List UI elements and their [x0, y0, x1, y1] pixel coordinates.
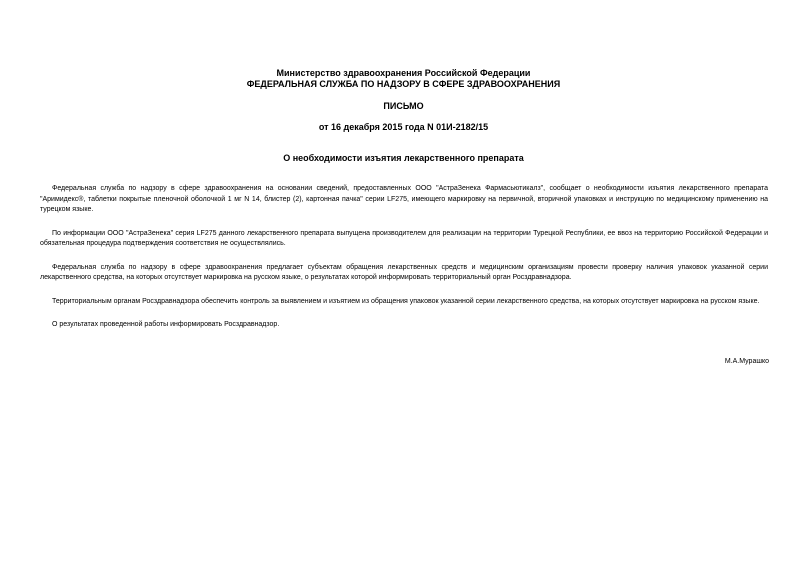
- service-name: ФЕДЕРАЛЬНАЯ СЛУЖБА ПО НАДЗОРУ В СФЕРЕ ЗДРАВООХРАНЕНИЯ: [246, 79, 561, 89]
- document-type: ПИСЬМО: [383, 101, 424, 111]
- document-header: [0, 68, 807, 90]
- ministry-name: Министерство здравоохранения Российской Федерации: [276, 68, 531, 78]
- paragraph-control-order: Территориальным органам Росздравнадзора обеспечить контроль за выявлением и изъятием из обращения упаковок указанной серии лекарственного средства, на которых отсутствует маркировка на русском языке.: [52, 297, 760, 305]
- document-body: [40, 184, 768, 344]
- paragraph-series-info: По информации ООО "АстраЗенека" серия LF275 данного лекарственного препарата выпущена производителем для реализации на территории Турецкой Республики, ее ввоз на территорию Российской Федерации и обязательная процедура подтверждения соответствия не осуществлялись.: [40, 229, 768, 247]
- document-subject: О необходимости изъятия лекарственного препарата: [283, 153, 524, 163]
- paragraph-recall-notice: Федеральная служба по надзору в сфере здравоохранения на основании сведений, предоставленных ООО "АстраЗенека Фармасьютикалз", сообщает о необходимости изъятия лекарственного препарата "Аримидекс®, таблетки покрытые пленочной оболочкой 1 мг N 14, блистер (2), картонная пачка" серии LF275, имеющего маркировку на первичной, вторичной упаковках и инструкцию по медицинскому применению на турецком языке.: [40, 185, 768, 213]
- document-date-number: от 16 декабря 2015 года N 01И-2182/15: [318, 122, 489, 132]
- signature: М.А.Мурашко: [724, 358, 769, 365]
- paragraph-report-request: О результатах проведенной работы информировать Росздравнадзор.: [52, 321, 280, 328]
- paragraph-check-request: Федеральная служба по надзору в сфере здравоохранения предлагает субъектам обращения лекарственных средств и медицинским организациям провести проверку наличия упаковок указанной серии лекарственного средства, на которых отсутствует маркировка на русском языке, о результатах которой информировать территориальный орган Росздравнадзора.: [40, 263, 768, 281]
